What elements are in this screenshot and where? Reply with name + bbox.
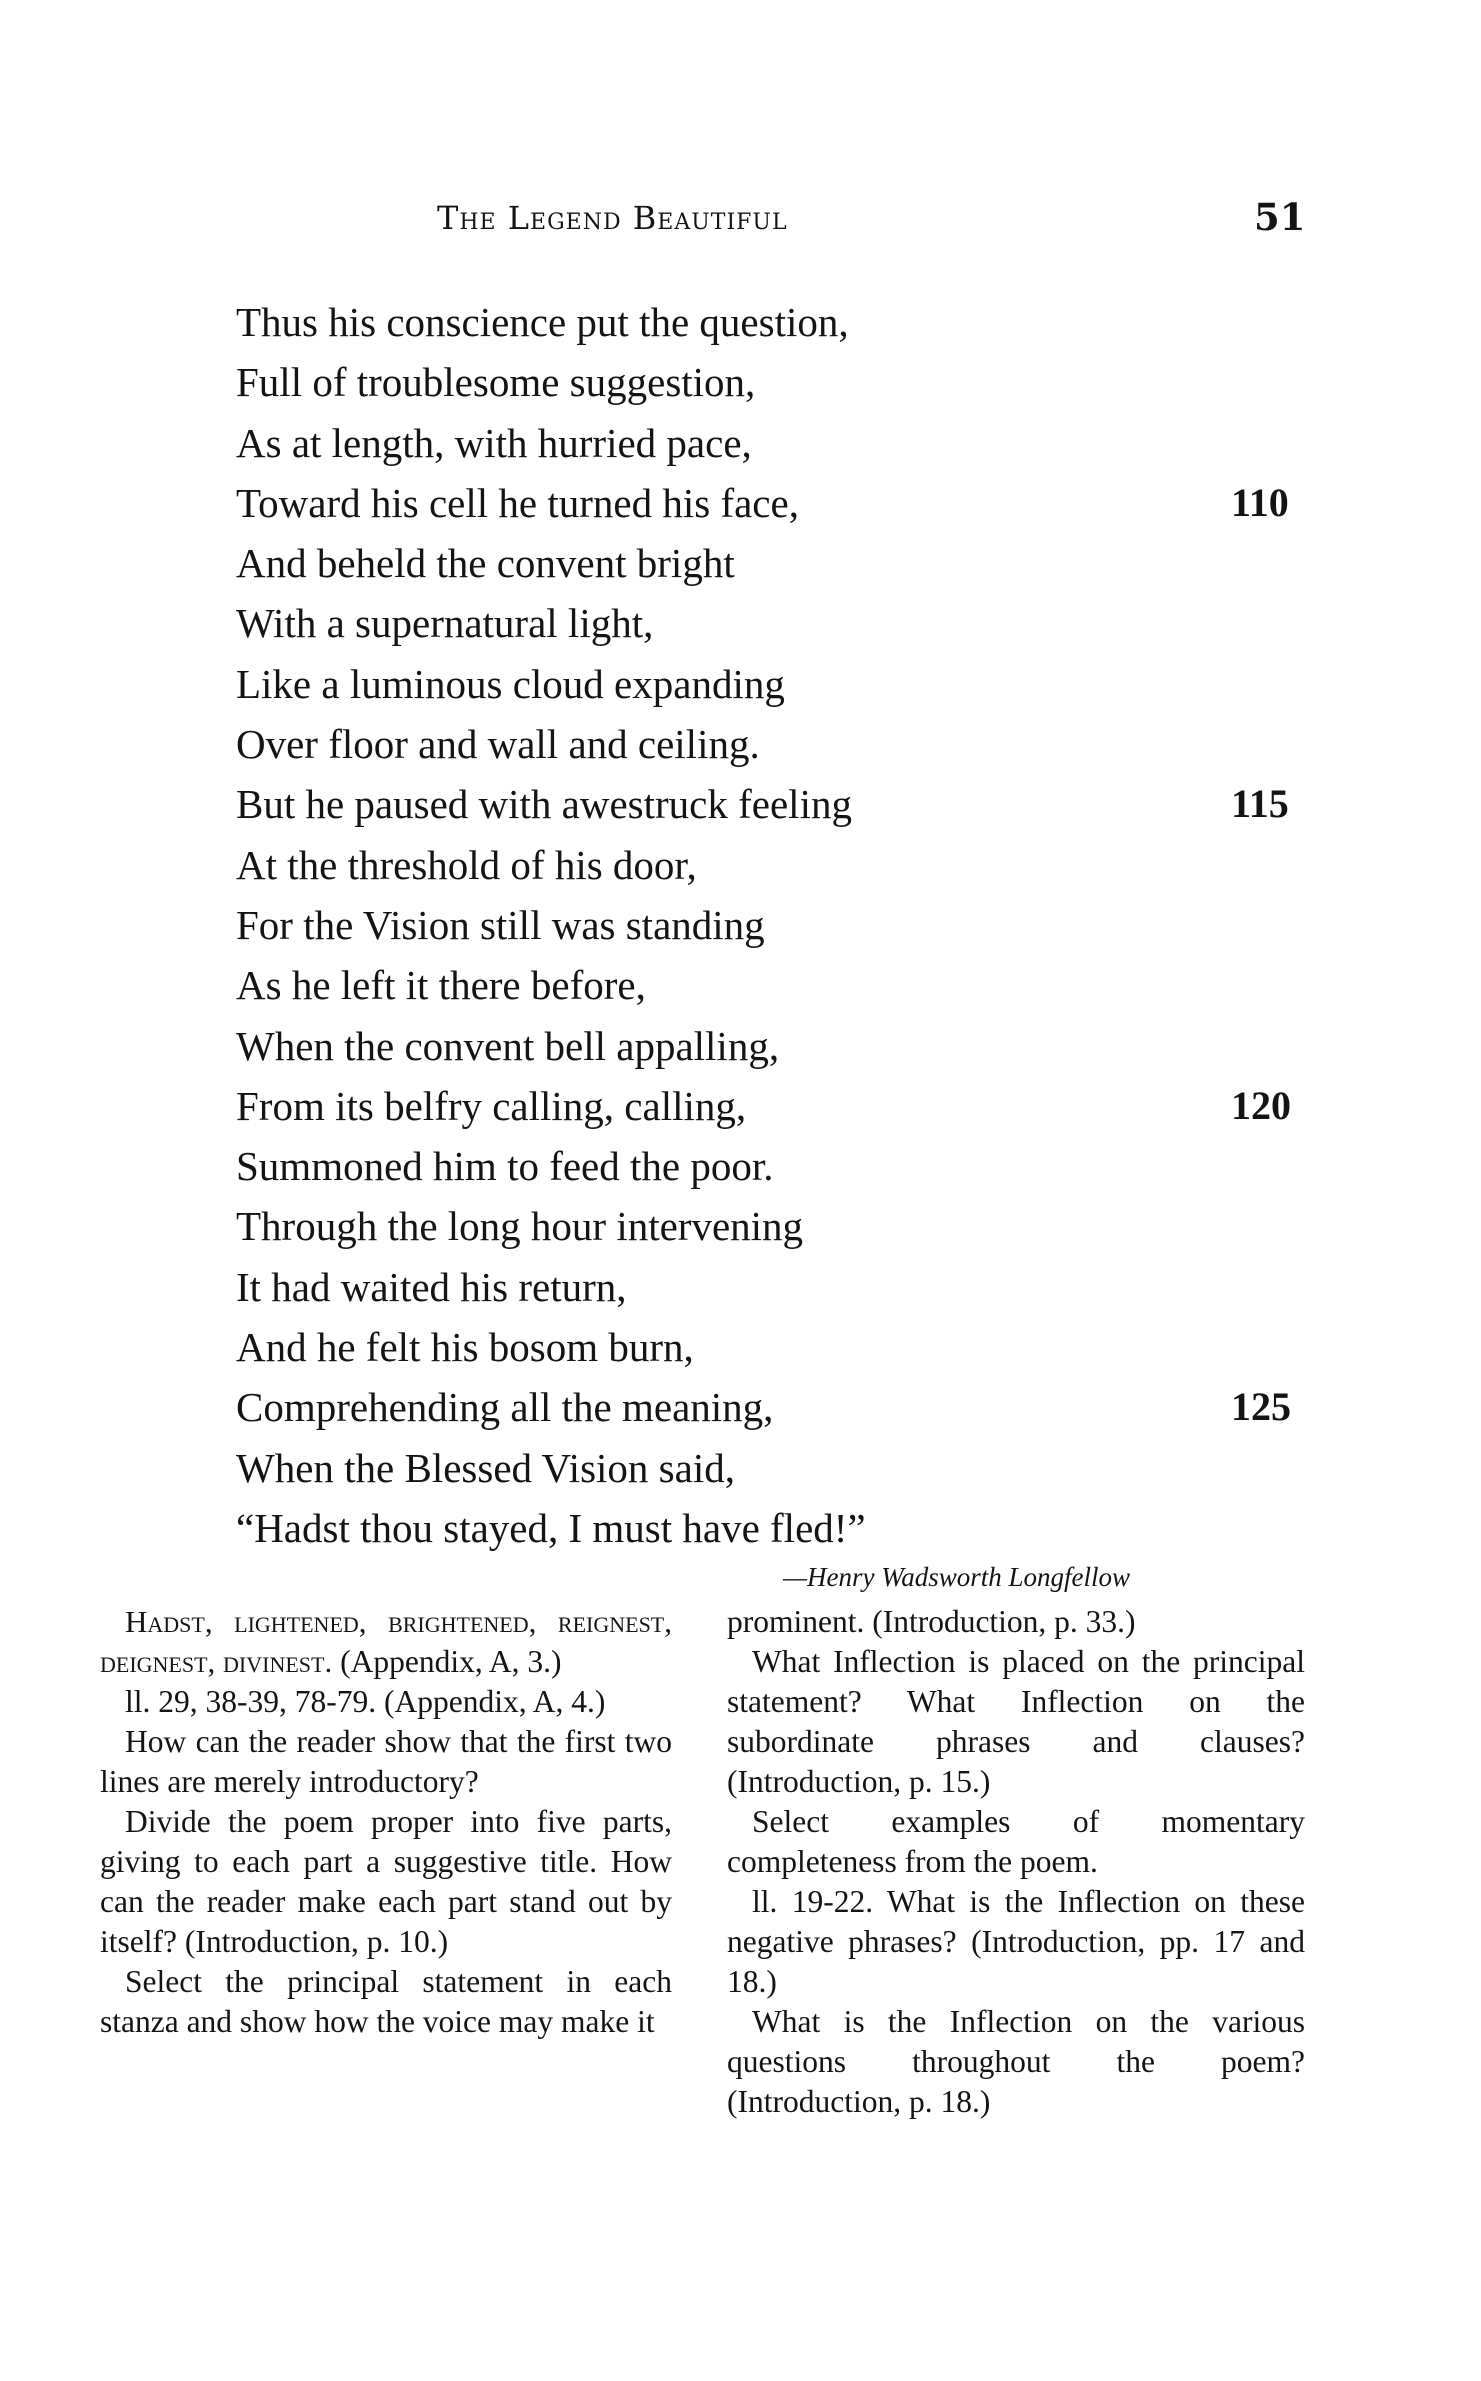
verse-line xyxy=(236,533,1336,593)
note-paragraph xyxy=(100,1602,672,1682)
verse-line xyxy=(236,955,1336,1015)
note-paragraph: How can the reader show that the first two lines are merely introductory? xyxy=(100,1724,672,1799)
verse-line xyxy=(236,654,1336,714)
verse-line xyxy=(236,413,1336,473)
verse-line xyxy=(236,1317,1336,1377)
verse-text: It had waited his return, xyxy=(236,1263,627,1310)
note-text: (Appendix, A, 3.) xyxy=(332,1644,562,1679)
verse-line xyxy=(236,1196,1336,1256)
verse-text: At the threshold of his door, xyxy=(236,841,697,888)
poem xyxy=(236,292,1336,1558)
note-paragraph: Divide the poem proper into five parts, giving to each part a suggestive title. How can the reader make each part stand out by itself? (Introduction, p. 10.) xyxy=(100,1804,672,1959)
verse-text: Comprehending all the meaning, xyxy=(236,1384,774,1431)
verse-text: Summoned him to feed the poor. xyxy=(236,1143,774,1190)
page-number: 51 xyxy=(1254,195,1306,239)
verse-text: Toward his cell he turned his face, xyxy=(236,479,799,526)
note-paragraph: ll. 19-22. What is the Inflection on these negative phrases? (Introduction, pp. 17 and 18.) xyxy=(727,1884,1305,1999)
verse-line xyxy=(236,1076,1336,1136)
verse-text: Full of troublesome suggestion, xyxy=(236,359,756,406)
verse-line xyxy=(236,593,1336,653)
note-paragraph: ll. 29, 38-39, 78-79. (Appendix, A, 4.) xyxy=(125,1684,606,1719)
verse-line xyxy=(236,1016,1336,1076)
verse-line xyxy=(236,1438,1336,1498)
verse-text: Through the long hour intervening xyxy=(236,1203,804,1250)
verse-text: As at length, with hurried pace, xyxy=(236,419,752,466)
line-number: 115 xyxy=(1231,781,1289,827)
notes-left-column xyxy=(100,1602,672,2042)
note-paragraph: prominent. (Introduction, p. 33.) xyxy=(727,1604,1136,1639)
verse-text: From its belfry calling, calling, xyxy=(236,1082,747,1129)
note-paragraph: Select examples of momentary completeness from the poem. xyxy=(727,1804,1305,1879)
verse-line xyxy=(236,1257,1336,1317)
line-number: 125 xyxy=(1231,1384,1291,1430)
verse-text: When the convent bell appalling, xyxy=(236,1022,780,1069)
note-paragraph: What is the Inflection on the various questions throughout the poem? (Introduction, p. 18.) xyxy=(727,2004,1305,2119)
note-word-list: Hadst, lightened, brightened, reignest, deignest, divinest. xyxy=(100,1604,672,1679)
running-title: The Legend Beautiful xyxy=(437,199,788,237)
verse-text: “Hadst thou stayed, I must have fled!” xyxy=(236,1504,866,1551)
verse-text: And he felt his bosom burn, xyxy=(236,1324,694,1371)
verse-text: Like a luminous cloud expanding xyxy=(236,660,785,707)
verse-line xyxy=(236,774,1336,834)
verse-text: With a supernatural light, xyxy=(236,600,654,647)
verse-text: Over floor and wall and ceiling. xyxy=(236,721,760,768)
verse-text: Thus his conscience put the question, xyxy=(236,299,849,345)
verse-line xyxy=(236,895,1336,955)
verse-line xyxy=(236,1377,1336,1437)
attribution: —Henry Wadsworth Longfellow xyxy=(783,1562,1131,1592)
verse-text: But he paused with awestruck feeling xyxy=(236,781,852,828)
line-number: 110 xyxy=(1231,479,1289,525)
note-paragraph: Select the principal statement in each stanza and show how the voice may make it xyxy=(100,1964,672,2039)
verse-line xyxy=(236,1498,1336,1558)
verse-line xyxy=(236,1136,1336,1196)
verse-line xyxy=(236,292,1336,352)
verse-text: As he left it there before, xyxy=(236,962,646,1009)
verse-line xyxy=(236,714,1336,774)
line-number: 120 xyxy=(1231,1082,1291,1128)
verse-line xyxy=(236,835,1336,895)
verse-line xyxy=(236,473,1336,533)
verse-line xyxy=(236,352,1336,412)
verse-text: When the Blessed Vision said, xyxy=(236,1444,735,1491)
notes-right-column xyxy=(727,1602,1305,2122)
verse-text: And beheld the convent bright xyxy=(236,540,735,587)
note-paragraph: What Inflection is placed on the principal statement? What Inflection on the subordinate phrases and clauses? (Introduction, p. 15.) xyxy=(727,1644,1305,1799)
verse-text: For the Vision still was standing xyxy=(236,901,765,948)
running-head xyxy=(0,195,1481,245)
